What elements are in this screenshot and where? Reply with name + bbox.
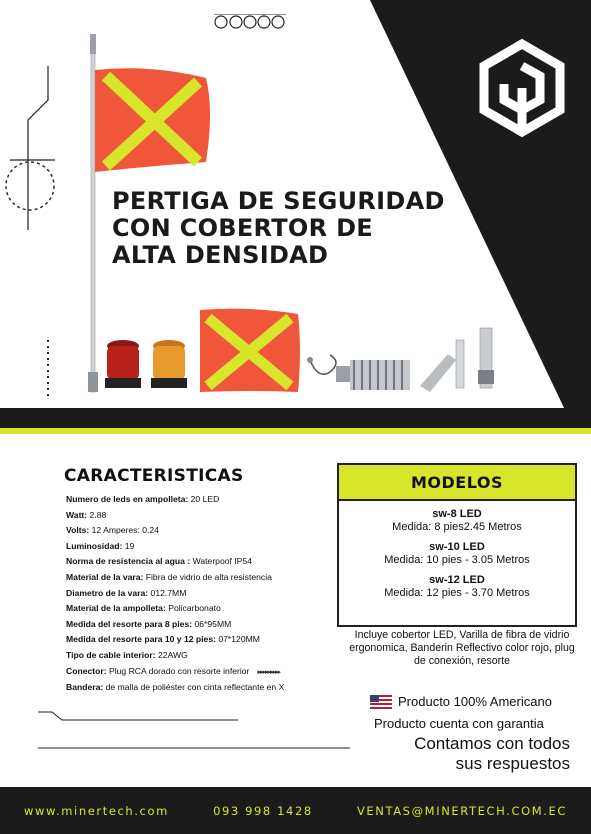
spec-label: Medida del resorte para 8 pies: (66, 618, 193, 629)
spec-label: Material de la vara: (66, 571, 144, 582)
pole (91, 36, 95, 392)
spec-row (66, 648, 336, 664)
model-name: sw-12 LED (429, 574, 485, 586)
spec-value: 2.88 (87, 509, 107, 520)
spec-value: Policarbonato (165, 603, 221, 614)
product-title (112, 188, 482, 269)
spec-value: 07*120MM (215, 634, 260, 645)
spec-label: Norma de resistencia al agua : (66, 556, 191, 567)
footer-website-link[interactable]: www.minertech.com (24, 803, 169, 818)
connector-piece (478, 328, 494, 388)
decor-circles (214, 14, 286, 30)
divider-band (0, 408, 591, 428)
spring (336, 360, 410, 390)
spec-row (66, 539, 336, 555)
models-box (337, 463, 577, 627)
spec-label: Material de la ampolleta: (66, 603, 166, 614)
spec-row (66, 492, 336, 508)
american-product-badge (370, 694, 552, 709)
spare-parts-line-2: sus respuestos (455, 754, 570, 773)
spare-parts-text (360, 734, 570, 774)
spec-row (66, 664, 336, 681)
spec-value: Fibra de vidrio de alta resistencia (143, 571, 272, 582)
spec-label: Tipo de cable interior: (66, 649, 156, 660)
spec-value: 20 LED (188, 494, 220, 504)
spare-parts-line-1: Contamos con todos (414, 734, 570, 753)
spec-value: 19 (122, 540, 135, 551)
model-measure: Medida: 8 pies2.45 Metros (392, 521, 522, 533)
warranty-text: Producto cuenta con garantia (374, 716, 544, 731)
title-line-3: ALTA DENSIDAD (112, 241, 329, 269)
specs-list (66, 492, 336, 696)
red-led-cover (105, 340, 141, 388)
spec-row (66, 508, 336, 524)
model-measure: Medida: 12 pies - 3.70 Metros (384, 587, 530, 599)
spec-label: Luminosidad: (66, 540, 123, 551)
spec-row (66, 632, 336, 648)
spec-label: Numero de leds en ampolleta: (66, 494, 189, 504)
model-item (339, 541, 575, 567)
pole-base (88, 372, 98, 392)
footer-email-link[interactable]: VENTAS@MINERTECH.COM.EC (356, 803, 567, 818)
spec-value: 12 Amperes: 0.24 (89, 525, 159, 536)
spec-value: de malla de poliéster con cinta reflectante en X (103, 682, 285, 693)
footer-phone[interactable]: 093 998 1428 (213, 803, 313, 818)
spec-row (66, 601, 336, 617)
spec-label: Watt: (66, 509, 88, 520)
spec-label: Bandera: (66, 682, 104, 693)
specs-heading: CARACTERISTICAS (64, 466, 244, 486)
spec-row (66, 523, 336, 539)
pole-tip (90, 34, 96, 54)
model-item (339, 574, 575, 600)
model-item (339, 508, 575, 534)
spec-row (66, 570, 336, 586)
spec-value: 012.7MM (148, 587, 187, 598)
title-line-2: CON COBERTOR DE (112, 214, 373, 242)
orange-led-cover (151, 340, 187, 388)
spec-value: 22AWG (155, 649, 188, 660)
spec-row (66, 680, 336, 696)
model-name: sw-8 LED (432, 508, 482, 520)
spec-label: Volts: (66, 525, 90, 536)
includes-text: Incluye cobertor LED, Varilla de fibra de vidrio ergonomica, Banderin Reflectivo color rojo, plug de conexión, resorte (349, 629, 575, 667)
spec-row (66, 554, 336, 570)
usa-flag-icon (370, 695, 392, 709)
model-measure: Medida: 10 pies - 3.05 Metros (384, 554, 530, 566)
model-name: sw-10 LED (429, 541, 485, 553)
spec-row (66, 586, 336, 602)
spec-value: Waterpoof IP54 (190, 556, 252, 567)
decor-dashed-circle (6, 162, 54, 210)
spec-label: Conector: (66, 665, 107, 676)
minertech-logo-icon (472, 38, 572, 138)
spec-row (66, 617, 336, 633)
models-heading: MODELOS (339, 465, 575, 501)
rca-cable (310, 355, 336, 374)
title-line-1: PERTIGA DE SEGURIDAD (112, 187, 445, 215)
decor-line-left (28, 66, 48, 230)
spec-value: 06*95MM (192, 618, 232, 629)
spec-label: Medida del resorte para 10 y 12 pies: (66, 634, 216, 645)
spec-value: Plug RCA dorado con resorte inferior (106, 665, 250, 676)
plug-tool (420, 340, 464, 392)
decor-lines-bottom (0, 700, 360, 760)
divider-yellow-strip (0, 428, 591, 434)
arrow-icon: ▸▸▸▸▸▸▸▸▸ (257, 668, 281, 676)
footer (0, 787, 591, 834)
spec-label: Diametro de la vara: (66, 587, 149, 598)
american-product-text: Producto 100% Americano (398, 694, 552, 709)
